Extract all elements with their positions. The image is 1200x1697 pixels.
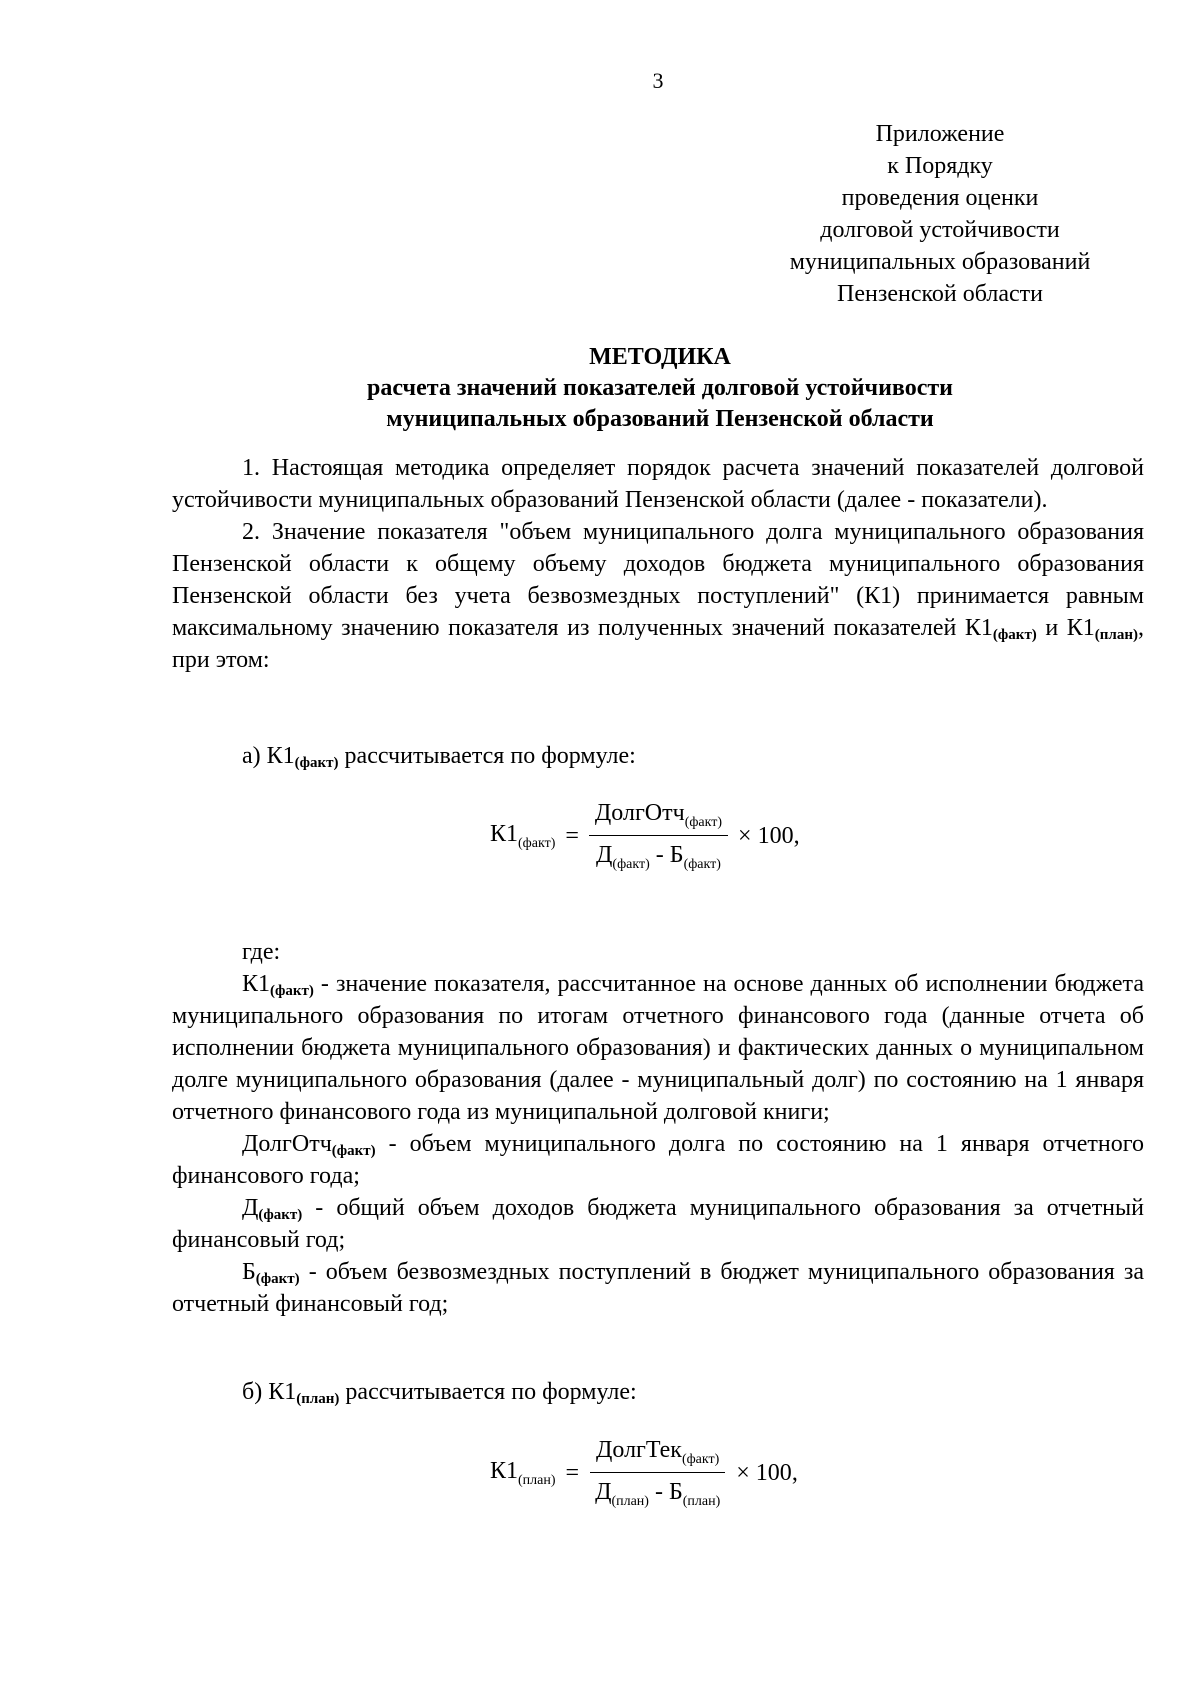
- definition-b-fact: $Б_{(факт)}$ - объем безвозмездных поступлений в бюджет муниципального образования за отчетный финансовый год;: [172, 1259, 1144, 1317]
- formula-k1-fact: $К1_{(факт)}$ = $\frac{ДолгОтч_{(факт)}}{Д_{(факт)} - Б_{(факт)}}$ × 100 ,: [490, 800, 800, 872]
- appendix-header: [760, 118, 1120, 310]
- appendix-line: к Порядку: [887, 153, 993, 179]
- definition-d-fact: $Д_{(факт)}$ - общий объем доходов бюджета муниципального образования за отчетный финансовый год;: [172, 1195, 1144, 1253]
- appendix-line: проведения оценки: [841, 185, 1039, 211]
- title-main: МЕТОДИКА: [589, 344, 731, 370]
- paragraph-1: 1. Настоящая методика определяет порядок расчета значений показателей долговой устойчивости муниципальных образований Пензенской области (далее - показатели).: [172, 455, 1144, 513]
- page-number: 3: [652, 68, 664, 93]
- item-b: б) $К1_{(план)}$ рассчитывается по формуле:: [242, 1379, 637, 1407]
- title-subtitle: муниципальных образований Пензенской области: [386, 406, 934, 432]
- where-label: где:: [242, 939, 281, 965]
- body-section-1: [172, 452, 1144, 676]
- appendix-line: Пензенской области: [837, 281, 1043, 307]
- paragraph-2: 2. Значение показателя "объем муниципального долга муниципального образования Пензенской области к общему объему доходов бюджета муниципального образования Пензенской области без учета безвозмездных поступлений" (К1) принимается равным максимальному значению показателя из полученных значений показателей $К1_{(факт)}$ и $К1_{(план)}$, при этом:: [172, 519, 1144, 673]
- appendix-line: муниципальных образований: [789, 249, 1091, 275]
- fraction: $\frac{ДолгОтч_{(факт)}}{Д_{(факт)} - Б_{(факт)}}$: [589, 800, 728, 873]
- definitions-section: [172, 936, 1144, 1320]
- document-title: [160, 342, 1160, 435]
- definition-dolgotch: ДолгОтч$_{(факт)}$ - объем муниципального долга по состоянию на 1 января отчетного финансового года;: [172, 1131, 1144, 1189]
- appendix-line: долговой устойчивости: [820, 217, 1060, 243]
- appendix-line: Приложение: [875, 121, 1005, 147]
- definition-k1-fact: $К1_{(факт)}$ - значение показателя, рассчитанное на основе данных об исполнении бюджета муниципального образования по итогам отчетного финансового года (данные отчета об исполнении бюджета муниципального образования) и фактических данных о муниципальном долге муниципального образования (далее - муниципальный долг) по состоянию на 1 января отчетного финансового года из муниципальной долговой книги;: [172, 971, 1144, 1125]
- title-subtitle: расчета значений показателей долговой устойчивости: [367, 375, 953, 401]
- item-a: а) $К1_{(факт)}$ рассчитывается по формуле:: [242, 743, 636, 771]
- fraction: $\frac{ДолгТек_{(факт)}}{Д_{(план)} - Б_{(план)}}$: [589, 1437, 726, 1510]
- formula-k1-plan: $К1_{(план)}$ = $\frac{ДолгТек_{(факт)}}{Д_{(план)} - Б_{(план)}}$ × 100 ,: [490, 1437, 798, 1509]
